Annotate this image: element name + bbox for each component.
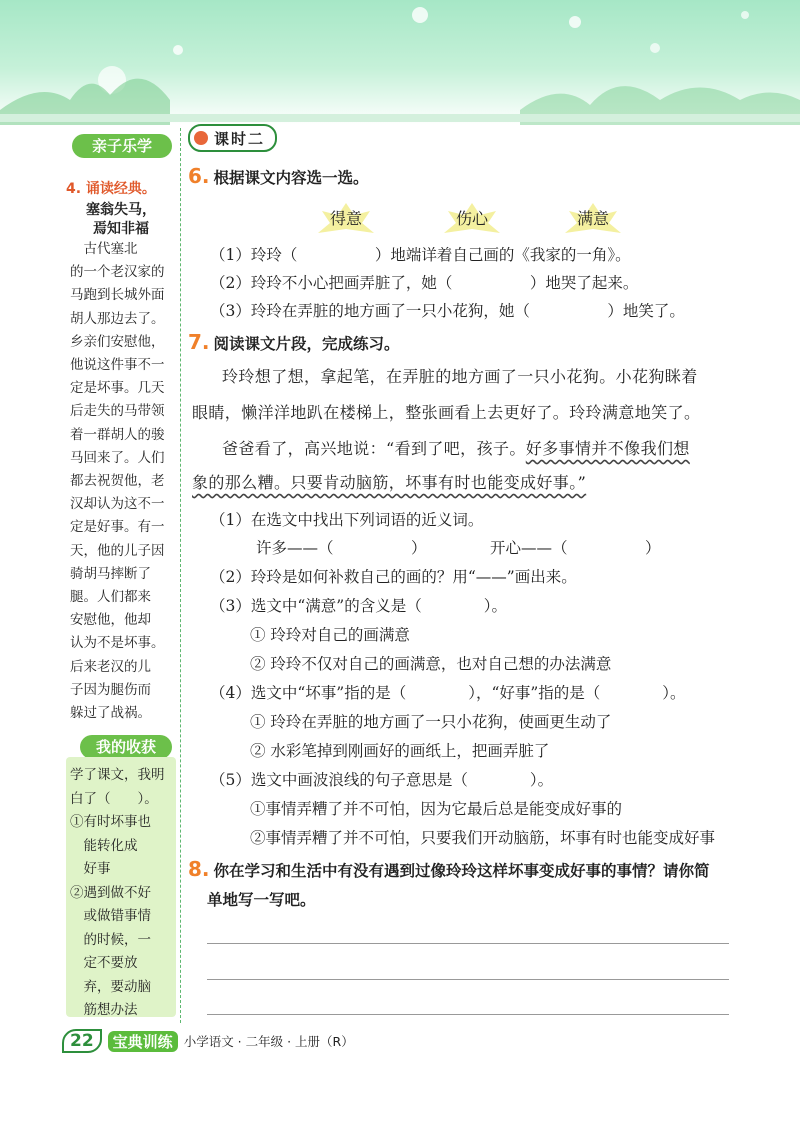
story-line: 胡人那边去了。 [70,310,165,327]
q7-sub3-option-2: ② 玲玲不仅对自己的画满意，也对自己想的办法满意 [250,655,612,673]
passage-line: 眼睛，懒洋洋地趴在楼梯上，整张画看上去更好了。玲玲满意地笑了。 [192,403,701,422]
story-line: 安慰他，他却 [70,612,151,629]
q7-sub1-a: 许多——（ ） [256,539,427,557]
answer-line[interactable] [207,1014,729,1015]
gain-line: 学了课文，我明 [70,767,165,783]
q6-title: 根据课文内容选一选。 [213,169,369,187]
book-title: 小学语文 · 二年级 · 上册（R） [183,1034,354,1049]
q6-heading [188,164,369,188]
gain-line: 或做错事情 [70,908,151,924]
story-line: 子因为腿伤而 [70,681,151,698]
lesson-tag [188,124,277,152]
story-line: 着一群胡人的骏 [70,426,165,443]
story-line: 认为不是坏事。 [70,635,165,652]
wavy-sentence: 好多事情并不像我们想 [525,439,690,458]
q7-sub4-option-2: ② 水彩笔掉到刚画好的画纸上，把画弄脏了 [250,742,550,760]
q6-item-3: （3）玲玲在弄脏的地方画了一只小花狗，她（ ）地笑了。 [210,302,685,320]
word-option-label: 满意 [576,209,609,228]
q7-sub1-b: 开心——（ ） [490,539,661,557]
word-option-label: 伤心 [455,209,488,228]
story-line: 乡亲们安慰他， [70,333,165,350]
story-line: 汉却认为这不一 [70,496,165,513]
page-number: 22 [62,1029,102,1053]
story-line: 马跑到长城外面 [70,287,165,304]
header-banner [0,0,800,125]
word-option-label: 得意 [329,209,362,228]
passage-line: 玲玲想了想，拿起笔，在弄脏的地方画了一只小花狗。小花狗眯着 [222,367,698,386]
q7-sub3: （3）选文中“满意”的含义是（ ）。 [210,597,507,615]
q7-sub5: （5）选文中画波浪线的句子意思是（ ）。 [210,771,554,789]
gain-line: ①有时坏事也 [70,814,151,830]
q8-title-line-1: 你在学习和生活中有没有遇到过像玲玲这样坏事变成好事的事情？请你简 [213,862,710,880]
q7-heading [188,330,400,354]
wavy-sentence: 象的那么糟。只要肯动脑筋，坏事有时也能变成好事。” [192,473,587,492]
q6-number: 6. [188,164,210,188]
q7-sub3-option-1: ① 玲玲对自己的画满意 [250,626,410,644]
header-decoration [0,0,800,125]
q8-heading [188,857,710,881]
answer-line[interactable] [207,943,729,944]
q7-sub1: （1）在选文中找出下列词语的近义词。 [210,511,484,529]
gain-line: 筋想办法 [70,1002,138,1018]
q8-title-line-2: 单地写一写吧。 [207,891,316,909]
story-line: 都去祝贺他，老 [70,473,165,490]
pencil-icon [194,131,208,145]
q6-item-2: （2）玲玲不小心把画弄脏了，她（ ）地哭了起来。 [210,274,639,292]
sidebar-badge-top: 亲子乐学 [72,134,172,158]
gain-line: 能转化成 [70,837,138,854]
story-line: 骑胡马摔断了 [70,565,151,582]
story-line: 定是好事。有一 [70,519,165,536]
gain-line: 好事 [70,861,111,877]
story-line: 的一个老汉家的 [70,264,165,281]
story-line: 后走失的马带领 [70,403,165,420]
q7-sub4-option-1: ① 玲玲在弄脏的地方画了一只小花狗，使画更生动了 [250,713,612,731]
story-line: 马回来了。人们 [70,449,165,466]
gain-text [70,764,165,1023]
story-line: 腿。人们都来 [70,589,151,606]
gain-line: 弃，要动脑 [70,978,151,995]
poem-title [66,201,176,239]
gain-line: ②遇到做不好 [70,884,151,901]
gain-line: 白了（ ）。 [70,790,158,807]
story-line: 躲过了战祸。 [70,705,151,722]
word-option [555,201,631,237]
story-line: 定是坏事。几天 [70,380,165,397]
gain-line: 定不要放 [70,955,138,971]
q7-number: 7. [188,330,210,354]
footer [62,1027,354,1055]
gain-line: 的时候，一 [70,931,151,948]
lesson-tag-label: 课时二 [214,129,266,148]
word-option [434,201,510,237]
q7-sub2: （2）玲玲是如何补救自己的画的？用“——”画出来。 [210,568,577,586]
word-option [308,201,384,237]
q7-sub5-option-2: ②事情弄糟了并不可怕，只要我们开动脑筋，坏事有时也能变成好事 [250,829,716,847]
story-text [70,238,176,725]
story-line: 古代塞北 [70,241,138,257]
story-line: 他说这件事不一 [70,357,165,374]
poem-title-line-1: 塞翁失马， [86,202,156,218]
q7-sub4: （4）选文中“坏事”指的是（ ），“好事”指的是（ ）。 [210,684,686,702]
q7-sub5-option-1: ①事情弄糟了并不可怕，因为它最后总是能变成好事的 [250,800,623,818]
sidebar-badge-gain: 我的收获 [80,735,172,759]
sidebar-exercise-title: 4. 诵读经典。 [66,181,156,197]
q7-title: 阅读课文片段，完成练习。 [213,335,400,353]
passage-line [222,436,690,459]
q8-number: 8. [188,857,210,881]
poem-title-line-2: 焉知非福 [93,221,149,237]
story-line: 后来老汉的儿 [70,658,151,675]
passage-text: 爸爸看了，高兴地说：“看到了吧，孩子。 [222,439,526,458]
q6-item-1: （1）玲玲（ ）地端详着自己画的《我家的一角》。 [210,246,631,264]
story-line: 天，他的儿子因 [70,542,165,559]
brand-logo: 宝典训练 [108,1031,178,1052]
answer-line[interactable] [207,979,729,980]
